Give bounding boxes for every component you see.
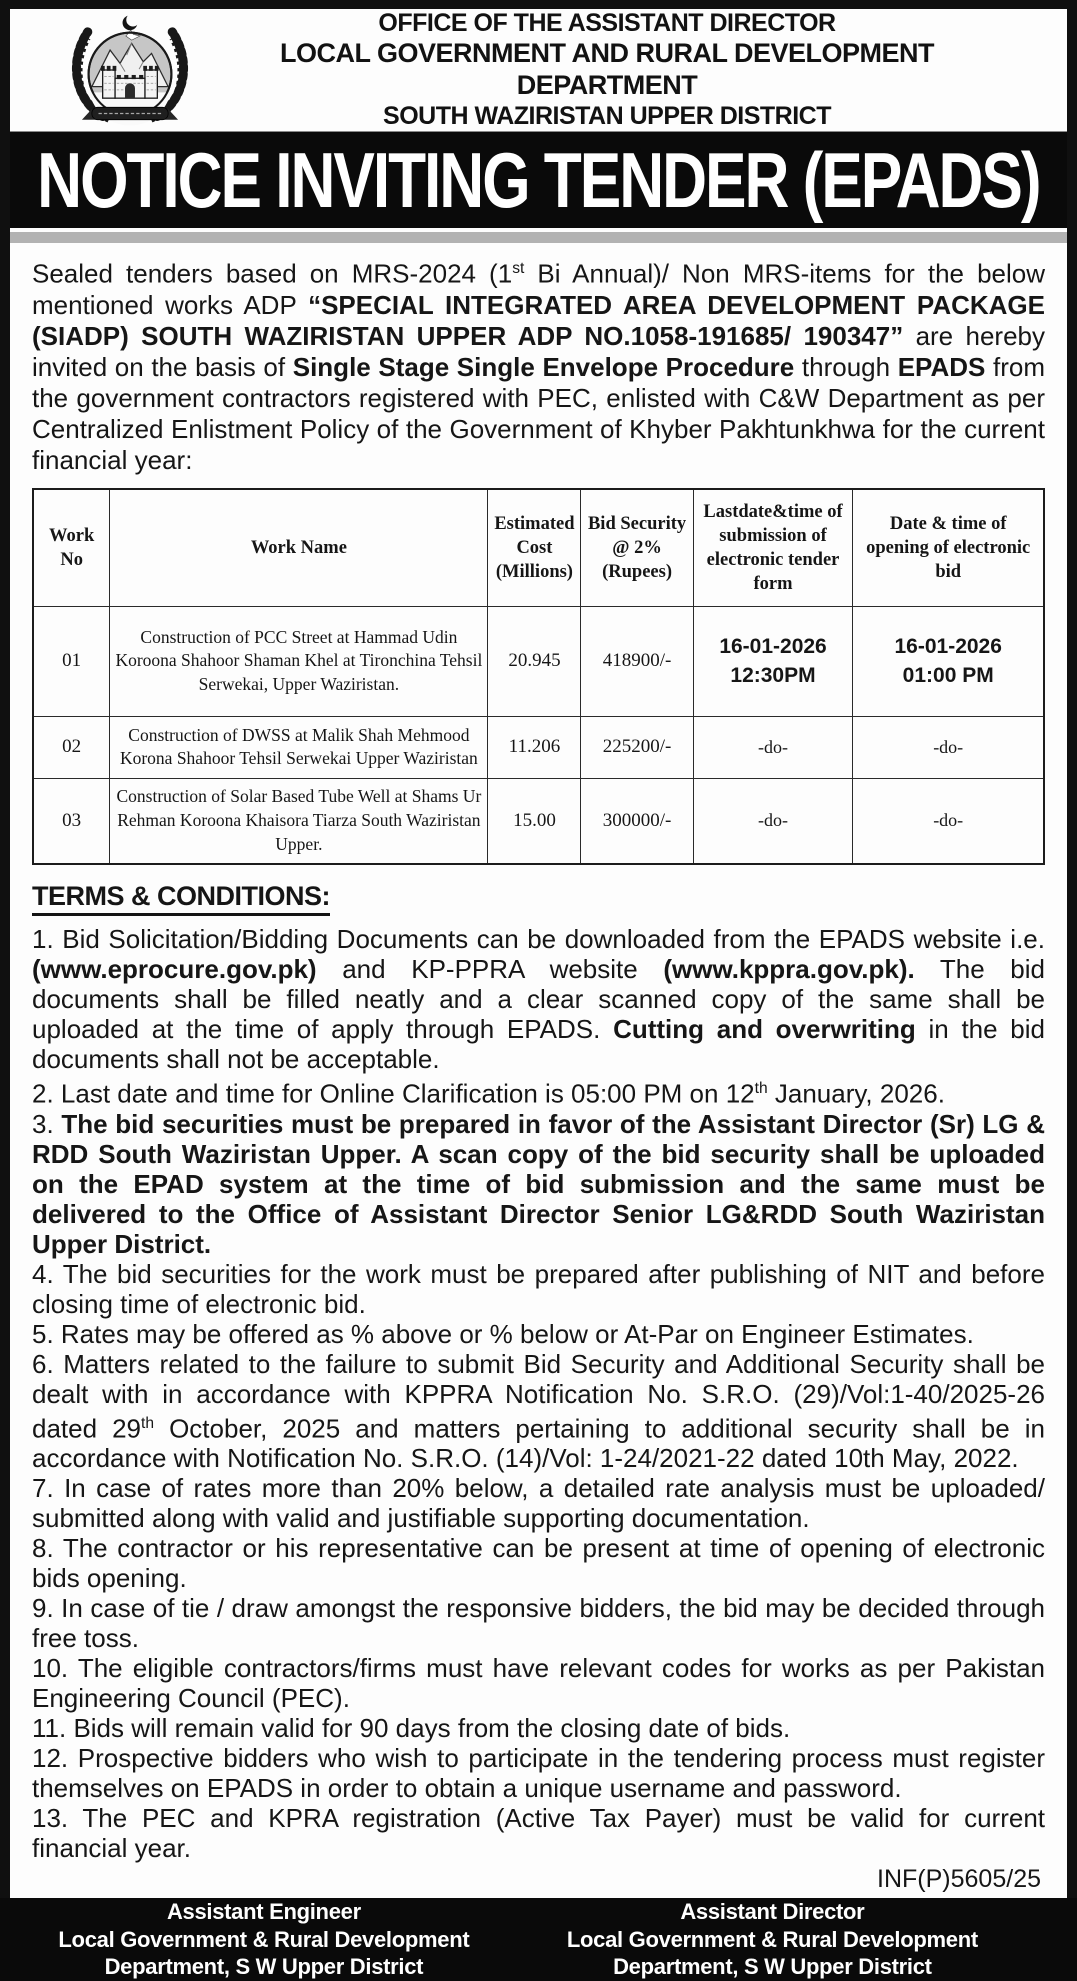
office-titles [210,9,1059,132]
works-table-header-row [33,489,1044,607]
work-no-cell: 01 [33,606,110,716]
col-header-opening-datetime: Date & time of opening of electronic bid [853,489,1044,607]
works-table [32,488,1045,866]
col-header-bid-security: Bid Security @ 2% (Rupees) [581,489,693,607]
submission-deadline-cell [693,606,853,716]
submission-time: 12:30PM [730,664,816,688]
bid-security-cell: 418900/- [581,606,693,716]
submission-deadline-cell: -do- [693,716,853,778]
signatory-district: Department, S W Upper District [613,1954,932,1980]
notice-body [10,228,1067,1898]
estimated-cost-cell: 15.00 [488,778,581,864]
term-item-7: 7. In case of rates more than 20% below, a detailed rate analysis must be uploaded/ submitted along with valid and justifiable supporting documentation. [32,1473,1045,1534]
signature-footer [0,1898,1077,1981]
opening-datetime-cell [853,606,1044,716]
term-item-8: 8. The contractor or his representative can be present at time of opening of electronic bids opening. [32,1533,1045,1594]
col-header-work-name: Work Name [110,489,488,607]
table-row [33,778,1044,864]
term-item-1: 1. Bid Solicitation/Bidding Documents can be downloaded from the EPADS website i.e. (www.eprocure.gov.pk) and KP-PPRA website (www.kppra.gov.pk). The bid documents shall be filled neatly and a clear scanned copy of the same shall be uploaded at the time of apply through EPADS. Cutting and overwriting in the bid documents shall not be acceptable. [32,924,1046,1075]
submission-date: 16-01-2026 [719,634,827,658]
estimated-cost-cell: 11.206 [488,716,581,778]
term-item-13: 13. The PEC and KPRA registration (Active Tax Payer) must be valid for current financial year. [32,1803,1045,1864]
term-item-5: 5. Rates may be offered as % above or % below or At-Par on Engineer Estimates. [32,1318,974,1349]
opening-datetime-cell: -do- [853,778,1044,864]
work-name-cell: Construction of Solar Based Tube Well at Shams Ur Rehman Koroona Khaisora Tiarza South Waziristan Upper. [110,778,488,864]
work-no-cell: 03 [33,778,110,864]
opening-time: 01:00 PM [902,664,994,688]
work-name-cell: Construction of DWSS at Malik Shah Mehmood Korona Shahoor Tehsil Serwekai Upper Waziristan [110,716,488,778]
col-header-estimated-cost: Estimated Cost (Millions) [488,489,581,607]
notice-title-banner [10,132,1067,228]
signatory-title: Assistant Engineer [166,1899,361,1925]
term-item-10: 10. The eligible contractors/firms must have relevant codes for works as per Pakistan Engineering Council (PEC). [32,1653,1045,1714]
signatory-district: Department, S W Upper District [104,1954,424,1980]
office-line-3: SOUTH WAZIRISTAN UPPER DISTRICT [383,101,831,130]
terms-list [32,924,1045,1863]
term-item-3: 3. The bid securities must be prepared in favor of the Assistant Director (Sr) LG & RDD South Waziristan Upper. A scan copy of the bid security shall be uploaded on the EPAD system at the time of bid submission and the same must be delivered to the Office of Assistant Director Senior LG&RDD South Waziristan Upper District. [32,1108,1045,1259]
signatory-assistant-engineer [30,1898,498,1981]
opening-date: 16-01-2026 [894,634,1002,658]
bid-security-cell: 300000/- [581,778,693,864]
terms-heading: TERMS & CONDITIONS: [32,881,330,916]
term-item-9: 9. In case of tie / draw amongst the responsive bidders, the bid may be decided through free toss. [32,1593,1045,1654]
term-item-4: 4. The bid securities for the work must be prepared after publishing of NIT and before closing time of electronic bid. [32,1258,1045,1319]
table-row [33,716,1044,778]
work-name-cell: Construction of PCC Street at Hammad Udin Koroona Shahoor Shaman Khel at Tironchina Tehsil Serwekai, Upper Waziristan. [110,606,488,716]
estimated-cost-cell: 20.945 [488,606,581,716]
term-item-12: 12. Prospective bidders who wish to participate in the tendering process must register themselves on EPADS in order to obtain a unique username and password. [32,1743,1045,1804]
term-item-2: 2. Last date and time for Online Clarification is 05:00 PM on 12th January, 2026. [32,1078,945,1109]
signatory-dept: Local Government & Rural Development [566,1926,978,1952]
opening-datetime-cell: -do- [853,716,1044,778]
work-no-cell: 02 [33,716,110,778]
bid-security-cell: 225200/- [581,716,693,778]
signatory-dept: Local Government & Rural Development [58,1926,470,1952]
signatory-title: Assistant Director [680,1899,865,1925]
notice-title: NOTICE INVITING TENDER (EPADS) [37,136,1040,224]
table-row [33,606,1044,716]
submission-deadline-cell: -do- [693,778,853,864]
inf-reference: INF(P)5605/25 [877,1865,1041,1894]
term-item-11: 11. Bids will remain valid for 90 days from the closing date of bids. [32,1713,791,1744]
intro-paragraph: Sealed tenders based on MRS-2024 (1st Bi Annual)/ Non MRS-items for the below mentioned works ADP “SPECIAL INTEGRATED AREA DEVELOPMENT PACKAGE (SIADP) SOUTH WAZIRISTAN UPPER ADP NO.1058-191685/ 190347” are hereby invited on the basis of Single Stage Single Envelope Procedure through EPADS from the government contractors registered with PEC, enlisted with C&W Department as per Centralized Enlistment Policy of the Government of Khyber Pakhtunkhwa for the current financial year: [32,258,1045,475]
kp-government-emblem-icon [50,12,210,128]
letterhead [10,9,1067,132]
office-line-1: OFFICE OF THE ASSISTANT DIRECTOR [378,8,836,37]
office-line-2: LOCAL GOVERNMENT AND RURAL DEVELOPMENT DEPARTMENT [279,38,935,100]
col-header-work-no: Work No [33,489,110,607]
term-item-6: 6. Matters related to the failure to submit Bid Security and Additional Security shall be dealt with in accordance with KPPRA Notification No. S.R.O. (29)/Vol:1-40/2025-26 dated 29th October, 2025 and matters pertaining to additional security shall be in accordance with Notification No. S.R.O. (14)/Vol: 1-24/2021-22 dated 10th May, 2022. [32,1348,1045,1474]
signatory-assistant-director [498,1898,1047,1981]
col-header-submission-deadline: Lastdate&time of submission of electronic tender form [693,489,853,607]
